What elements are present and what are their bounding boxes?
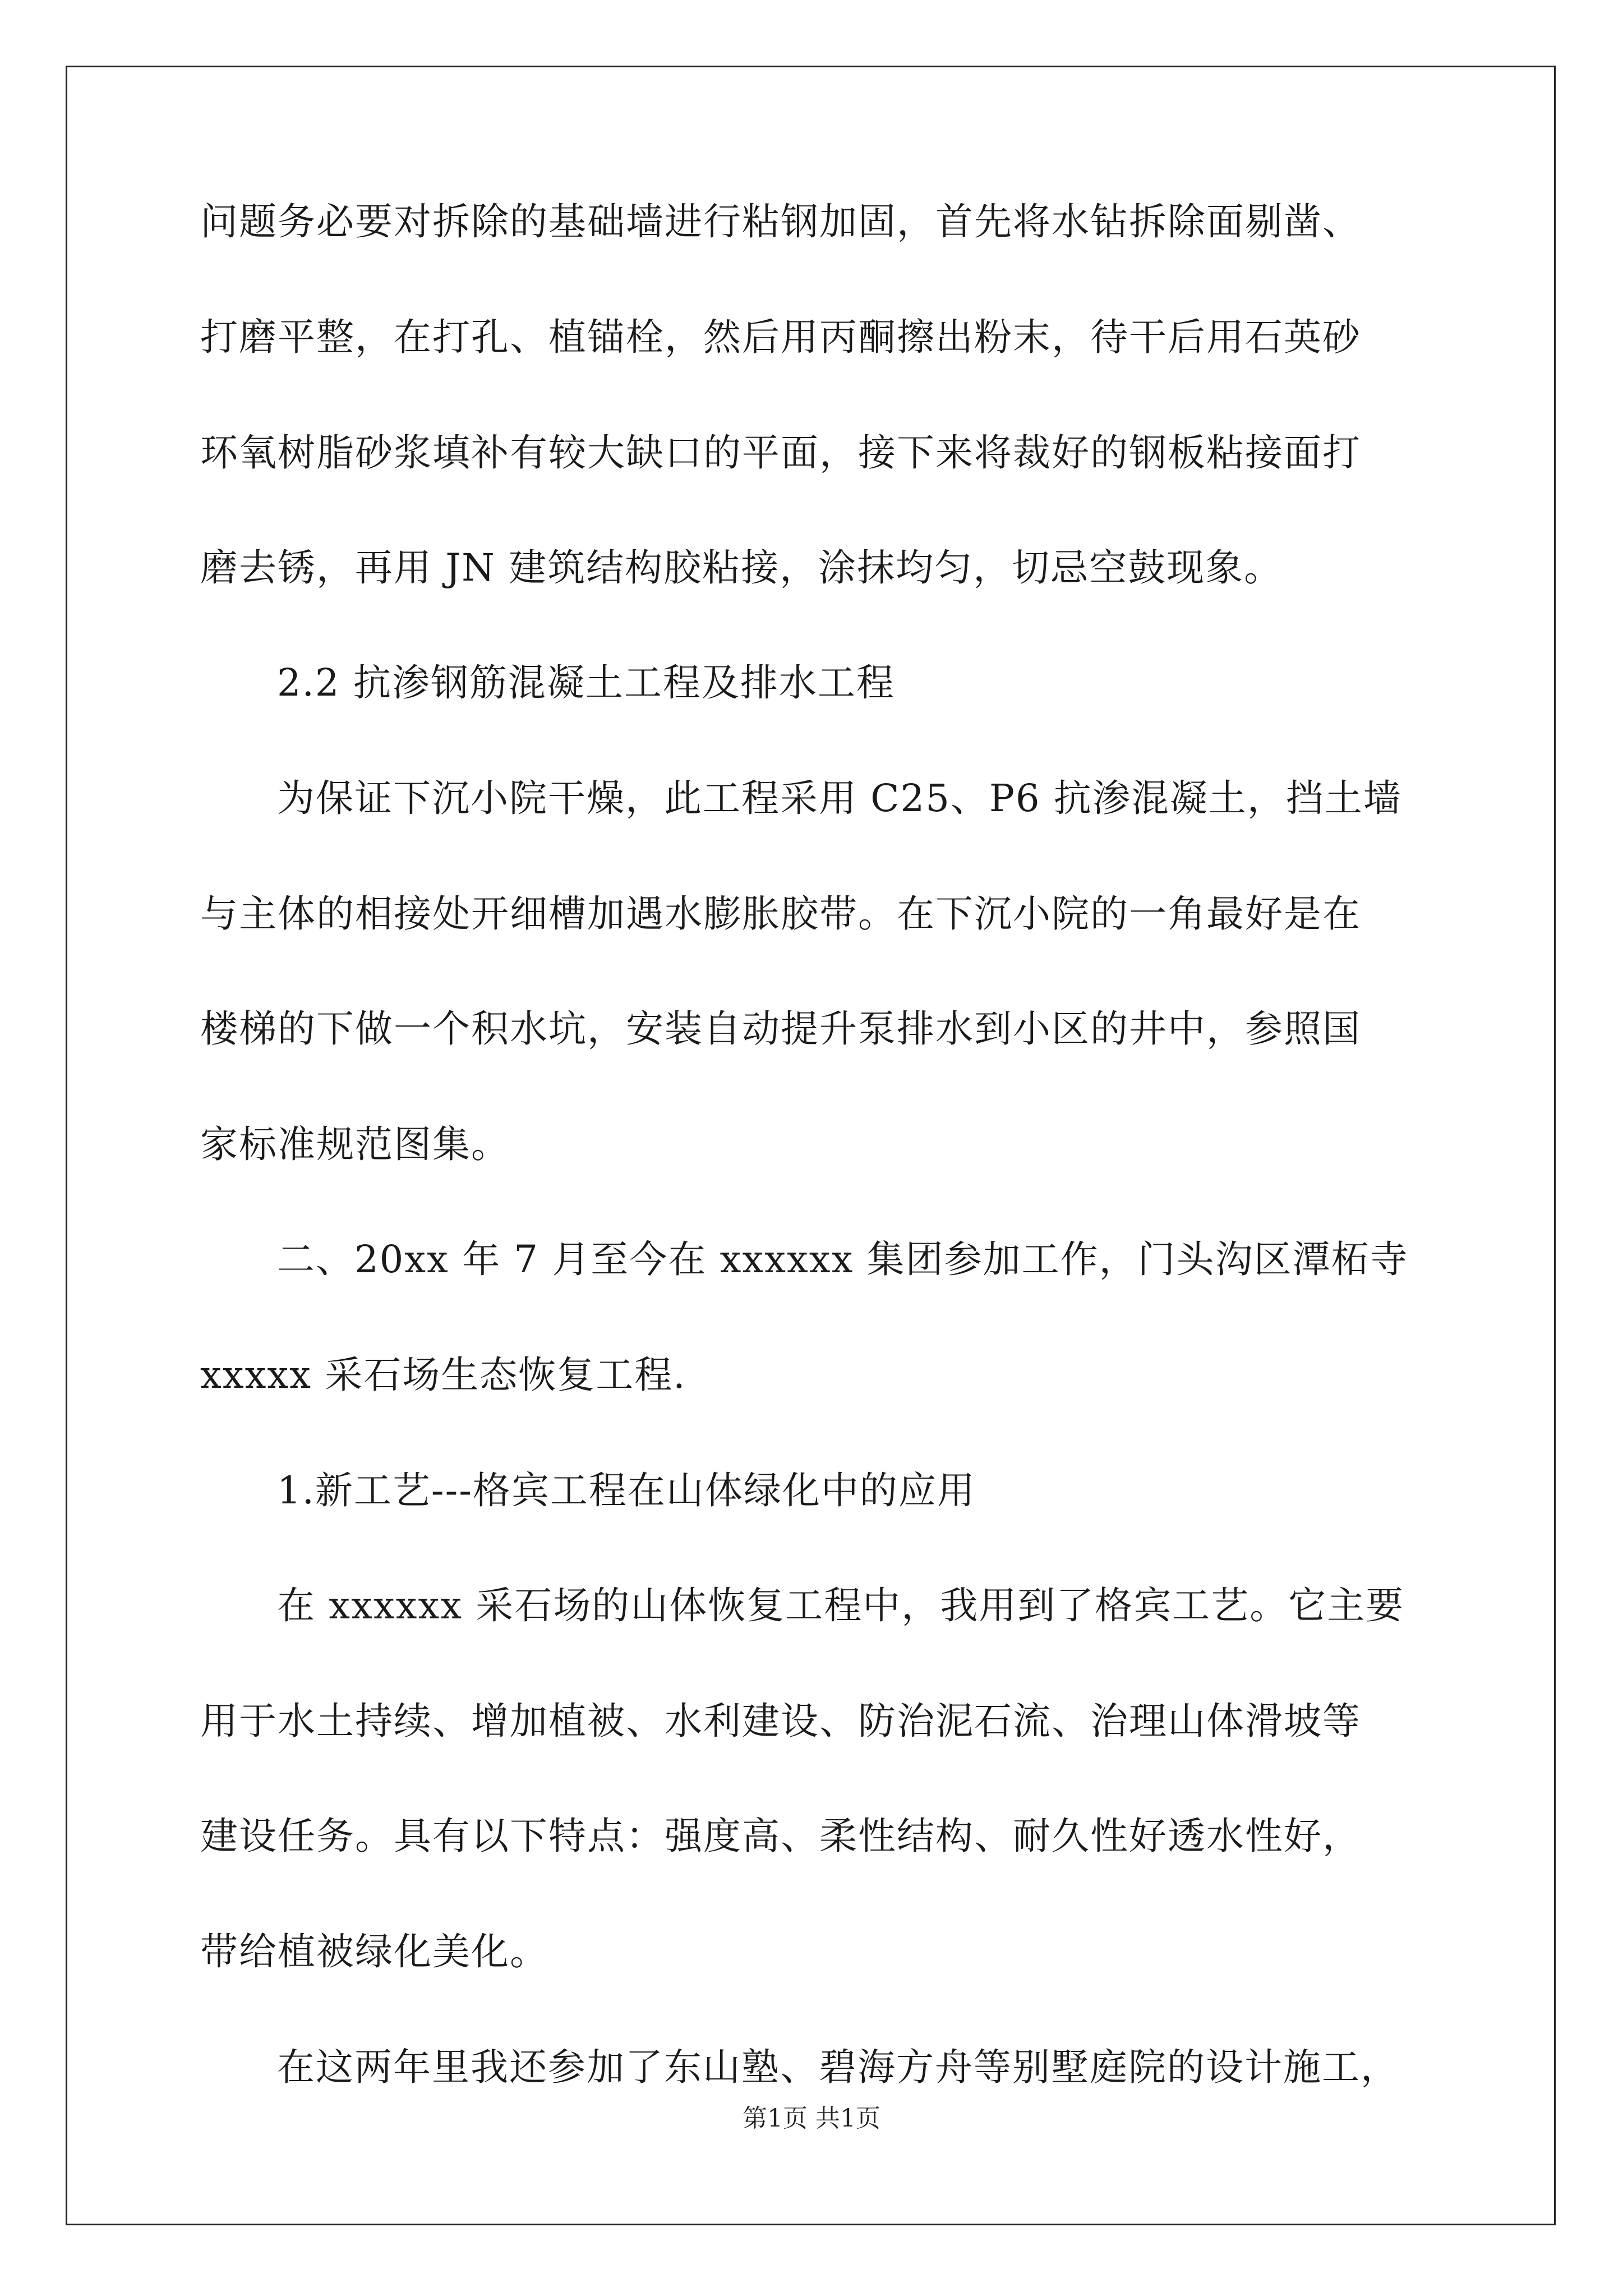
- text-line: 环氧树脂砂浆填补有较大缺口的平面，接下来将裁好的钢板粘接面打: [200, 431, 1361, 475]
- text-line: 与主体的相接处开细槽加遇水膨胀胶带。在下沉小院的一角最好是在: [200, 892, 1361, 936]
- text-line: 带给植被绿化美化。: [200, 1930, 548, 1973]
- text-line: 问题务必要对拆除的基础墙进行粘钢加固，首先将水钻拆除面剔凿、: [200, 200, 1361, 243]
- text-line: 用于水土持续、增加植被、水利建设、防治泥石流、治理山体滑坡等: [200, 1699, 1361, 1743]
- section-heading: 1.新工艺---格宾工程在山体绿化中的应用: [277, 1469, 976, 1512]
- text-line: 楼梯的下做一个积水坑，安装自动提升泵排水到小区的井中，参照国: [200, 1007, 1361, 1051]
- text-line: 磨去锈，再用 JN 建筑结构胶粘接，涂抹均匀，切忌空鼓现象。: [200, 546, 1283, 590]
- text-line: xxxxx 采石场生态恢复工程.: [200, 1353, 686, 1397]
- text-line: 在这两年里我还参加了东山塾、碧海方舟等别墅庭院的设计施工，: [277, 2045, 1399, 2089]
- section-heading: 二、20xx 年 7 月至今在 xxxxxx 集团参加工作，门头沟区潭柘寺: [277, 1237, 1409, 1281]
- text-line: 在 xxxxxx 采石场的山体恢复工程中，我用到了格宾工艺。它主要: [277, 1584, 1405, 1627]
- section-heading: 2.2 抗渗钢筋混凝土工程及排水工程: [277, 661, 895, 705]
- page-number: 第1页 共1页: [743, 2104, 880, 2133]
- text-line: 打磨平整，在打孔、植锚栓，然后用丙酮擦出粉末，待干后用石英砂: [200, 315, 1361, 359]
- text-line: 为保证下沉小院干燥，此工程采用 C25、P6 抗渗混凝土，挡土墙: [277, 776, 1402, 820]
- text-line: 家标准规范图集。: [200, 1122, 510, 1166]
- text-line: 建设任务。具有以下特点：强度高、柔性结构、耐久性好透水性好，: [200, 1814, 1361, 1858]
